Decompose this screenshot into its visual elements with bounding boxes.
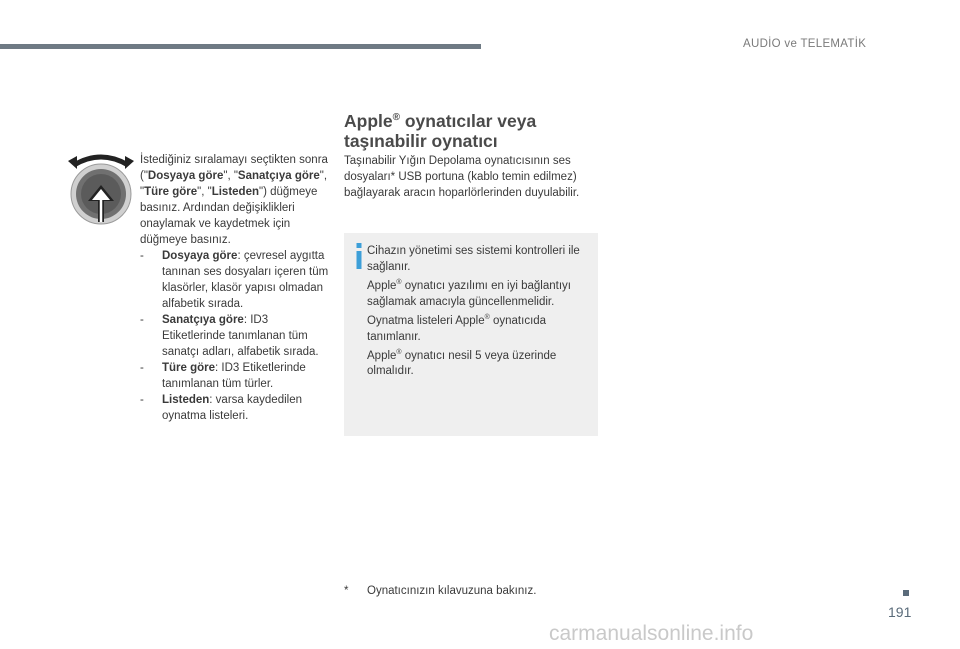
intro-paragraph: Taşınabilir Yığın Depolama oynatıcısının ses dosyaları* USB portuna (kablo temin edilmez) bağlayarak aracın hoparlörlerinden duyulabilir.: [344, 155, 580, 199]
info-line: Oynatma listeleri Apple® oynatıcıda tanımlanır.: [367, 313, 547, 343]
list-item: - Dosyaya göre: çevresel aygıtta tanınan ses dosyaları içeren tüm klasörler, klasör yapısı olmadan alfabetik sırada.: [140, 250, 329, 310]
info-icon: [354, 243, 364, 269]
info-box: [344, 233, 598, 436]
list-item: - Sanatçıya göre: ID3 Etiketlerinde tanımlanan tüm sanatçı adları, alfabetik sırada.: [140, 314, 319, 358]
info-text: [367, 243, 595, 379]
page-marker: [903, 590, 909, 596]
info-line: Apple® oynatıcı yazılımı en iyi bağlantıyı sağlamak amacıyla güncellenmelidir.: [367, 279, 571, 308]
list-item: - Listeden: varsa kaydedilen oynatma listeleri.: [140, 394, 302, 422]
info-line: Apple® oynatıcı nesil 5 veya üzerinde olmalıdır.: [367, 348, 557, 378]
sort-intro: İstediğiniz sıralamayı seçtikten sonra ("Dosyaya göre", "Sanatçıya göre", "Türe göre", "Listeden") düğmeye basınız. Ardından değişiklikleri onaylamak ve kaydetmek için düğmeye basınız.: [140, 154, 328, 246]
rotary-knob-icon: [68, 150, 134, 226]
header-bar: [0, 44, 481, 49]
list-item: - Türe göre: ID3 Etiketlerinde tanımlanan tüm türler.: [140, 362, 306, 390]
info-line: Cihazın yönetimi ses sistemi kontrolleri ile sağlanır.: [367, 245, 580, 273]
page-number: 191: [888, 604, 912, 620]
footnote: * Oynatıcınızın kılavuzuna bakınız.: [344, 585, 537, 597]
left-column: [140, 152, 330, 424]
section-heading: Apple® oynatıcılar veya taşınabilir oynatıcı: [344, 110, 537, 151]
watermark: carmanualsonline.info: [549, 622, 754, 645]
section-title: AUDİO ve TELEMATİK: [743, 38, 867, 50]
